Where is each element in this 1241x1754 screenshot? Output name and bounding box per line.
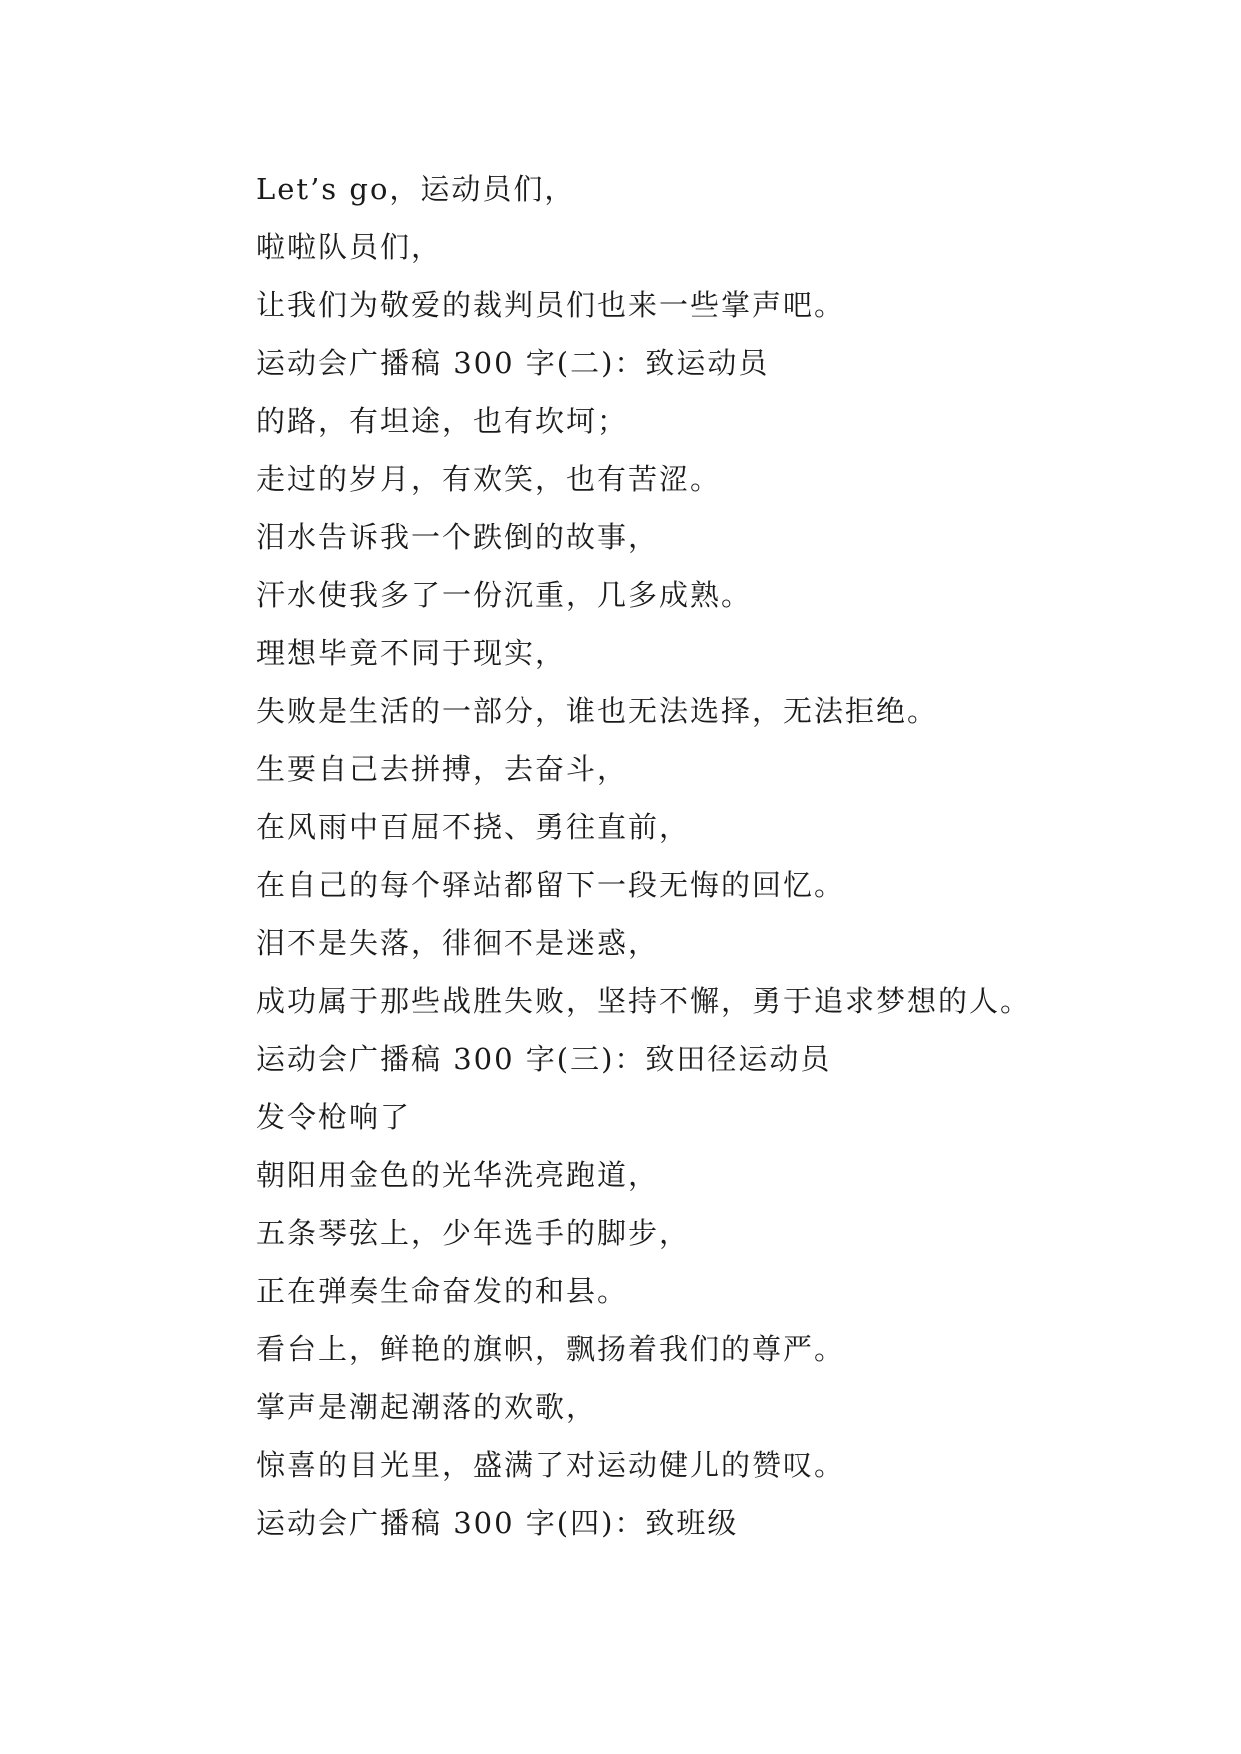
- text-line: 看台上，鲜艳的旗帜，飘扬着我们的尊严。: [256, 1332, 846, 1366]
- text-line: 生要自己去拼搏，去奋斗，: [256, 752, 629, 786]
- section-heading: 运动会广播稿 300 字(四)：致班级: [256, 1506, 739, 1540]
- text-line: 在自己的每个驿站都留下一段无悔的回忆。: [256, 868, 846, 902]
- text-line: 成功属于那些战胜失败，坚持不懈，勇于追求梦想的人。: [256, 984, 1032, 1018]
- text-line: 泪水告诉我一个跌倒的故事，: [256, 520, 660, 554]
- text-line: 走过的岁月，有欢笑，也有苦涩。: [256, 462, 722, 496]
- text-line: 理想毕竟不同于现实，: [256, 636, 567, 670]
- text-line: 失败是生活的一部分，谁也无法选择，无法拒绝。: [256, 694, 939, 728]
- document-body: [256, 160, 1156, 1552]
- text-line: 朝阳用金色的光华洗亮跑道，: [256, 1158, 660, 1192]
- text-line: 汗水使我多了一份沉重，几多成熟。: [256, 578, 753, 612]
- text-line: 泪不是失落，徘徊不是迷惑，: [256, 926, 660, 960]
- text-line: 啦啦队员们，: [256, 230, 443, 264]
- text-line: 发令枪响了: [256, 1100, 412, 1134]
- section-heading: 运动会广播稿 300 字(三)：致田径运动员: [256, 1042, 832, 1076]
- text-line: Let’s go，运动员们，: [256, 172, 576, 206]
- text-line: 正在弹奏生命奋发的和县。: [256, 1274, 629, 1308]
- text-line: 在风雨中百屈不挠、勇往直前，: [256, 810, 691, 844]
- text-line: 五条琴弦上，少年选手的脚步，: [256, 1216, 691, 1250]
- text-line: 的路，有坦途，也有坎坷；: [256, 404, 629, 438]
- text-line: 让我们为敬爱的裁判员们也来一些掌声吧。: [256, 288, 846, 322]
- text-line: 惊喜的目光里，盛满了对运动健儿的赞叹。: [256, 1448, 846, 1482]
- section-heading: 运动会广播稿 300 字(二)：致运动员: [256, 346, 770, 380]
- text-line: 掌声是潮起潮落的欢歌，: [256, 1390, 598, 1424]
